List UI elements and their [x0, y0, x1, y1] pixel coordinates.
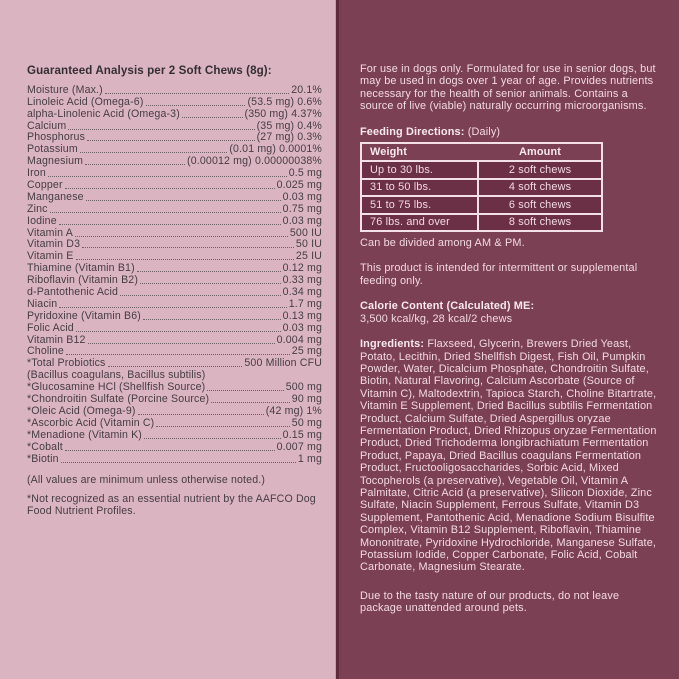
- dot-leader: [211, 402, 290, 403]
- nutrient-value: 90 mg: [291, 393, 322, 406]
- nutrient-value: 0.03 mg: [282, 190, 322, 203]
- nutrient-name: Zinc: [27, 202, 48, 215]
- minimum-values-note: (All values are minimum unless otherwise noted.): [27, 473, 266, 486]
- feeding-table-row: [362, 160, 601, 177]
- nutrient-name: *Ascorbic Acid (Vitamin C): [27, 416, 155, 429]
- dot-leader: [61, 462, 296, 463]
- dot-leader: [50, 212, 281, 213]
- analysis-row: [27, 250, 322, 262]
- ingredients-heading: Ingredients:: [360, 338, 425, 351]
- feeding-table-row: [362, 195, 601, 212]
- dot-leader: [68, 129, 254, 130]
- nutrient-name: d-Pantothenic Acid: [27, 286, 119, 299]
- nutrient-name: *Chondroitin Sulfate (Porcine Source): [27, 393, 210, 406]
- nutrient-name: Potassium: [27, 143, 78, 156]
- analysis-row: [27, 155, 322, 167]
- analysis-row: [27, 120, 322, 132]
- dot-leader: [182, 117, 243, 118]
- analysis-row: [27, 84, 322, 96]
- analysis-row: [27, 179, 322, 191]
- analysis-row: [27, 310, 322, 322]
- usage-panel: [336, 0, 679, 679]
- nutrient-name: *Glucosamine HCl (Shellfish Source): [27, 381, 206, 394]
- amount-cell: 8 soft chews: [479, 215, 601, 230]
- analysis-row: [27, 108, 322, 120]
- feeding-directions-heading: Feeding Directions:: [360, 125, 465, 138]
- nutrient-value: 20.1%: [291, 83, 322, 96]
- dot-leader: [144, 438, 281, 439]
- dot-leader: [146, 105, 246, 106]
- analysis-row: [27, 239, 322, 251]
- weight-cell: Up to 30 lbs.: [362, 162, 479, 177]
- amount-cell: 6 soft chews: [479, 197, 601, 212]
- analysis-row: [27, 334, 322, 346]
- nutrient-name: Folic Acid: [27, 321, 74, 334]
- nutrient-value: 0.03 mg: [282, 214, 322, 227]
- nutrient-name: Thiamine (Vitamin B1): [27, 262, 135, 275]
- analysis-row: [27, 381, 322, 393]
- nutrient-value: 25 IU: [295, 250, 322, 263]
- nutrient-value: 0.15 mg: [282, 428, 322, 441]
- nutrient-name: *Total Probiotics: [27, 357, 106, 370]
- nutrient-value: 1 mg: [297, 452, 322, 465]
- nutrient-name: Vitamin D3: [27, 238, 81, 251]
- dot-leader: [48, 176, 287, 177]
- dot-leader: [85, 164, 185, 165]
- dot-leader: [66, 354, 290, 355]
- analysis-row: [27, 215, 322, 227]
- nutrient-value: (27 mg) 0.3%: [256, 131, 322, 144]
- analysis-row: [27, 346, 322, 358]
- calorie-content-value: 3,500 kcal/kg, 28 kcal/2 chews: [360, 312, 513, 325]
- analysis-list: [27, 84, 322, 465]
- amount-cell: 4 soft chews: [479, 180, 601, 195]
- analysis-row: [27, 143, 322, 155]
- analysis-row: [27, 357, 322, 369]
- nutrient-value: 500 IU: [289, 226, 322, 239]
- dot-leader: [87, 140, 255, 141]
- weight-cell: 76 lbs. and over: [362, 215, 479, 230]
- dot-leader: [82, 247, 294, 248]
- analysis-row: [27, 191, 322, 203]
- analysis-row: [27, 96, 322, 108]
- nutrient-value: 0.12 mg: [282, 262, 322, 275]
- dot-leader: [105, 93, 289, 94]
- analysis-row: [27, 274, 322, 286]
- nutrient-name: Copper: [27, 179, 63, 192]
- analysis-row: [27, 405, 322, 417]
- feeding-table-header: [362, 144, 601, 160]
- weight-cell: 31 to 50 lbs.: [362, 180, 479, 195]
- probiotics-species: (Bacillus coagulans, Bacillus subtilis): [27, 369, 206, 382]
- nutrient-name: *Oleic Acid (Omega-9): [27, 404, 136, 417]
- dot-leader: [140, 283, 281, 284]
- nutrient-name: *Cobalt: [27, 440, 63, 453]
- analysis-row: [27, 203, 322, 215]
- nutrient-name: Riboflavin (Vitamin B2): [27, 274, 139, 287]
- nutrient-name: *Menadione (Vitamin K): [27, 428, 142, 441]
- package-warning: Due to the tasty nature of our products, do not leave package unattended around pets.: [360, 589, 620, 615]
- amount-column-header: Amount: [519, 146, 562, 159]
- aafco-note: *Not recognized as an essential nutrient by the AAFCO Dog Food Nutrient Profiles.: [27, 492, 316, 517]
- nutrient-name: Vitamin A: [27, 226, 73, 239]
- nutrient-value: (42 mg) 1%: [265, 404, 322, 417]
- nutrient-value: (0.01 mg) 0.0001%: [229, 143, 322, 156]
- dot-leader: [65, 450, 275, 451]
- analysis-row: [27, 441, 322, 453]
- nutrient-value: 0.34 mg: [282, 286, 322, 299]
- analysis-row: [27, 393, 322, 405]
- analysis-row: [27, 227, 322, 239]
- dot-leader: [75, 236, 288, 237]
- dot-leader: [138, 414, 264, 415]
- feeding-directions-heading-line: [360, 126, 663, 138]
- nutrient-value: 500 mg: [285, 381, 322, 394]
- nutrient-name: alpha-Linolenic Acid (Omega-3): [27, 107, 180, 120]
- analysis-row: [27, 429, 322, 441]
- analysis-row: [27, 417, 322, 429]
- dot-leader: [108, 366, 243, 367]
- nutrient-value: 1.7 mg: [288, 297, 322, 310]
- analysis-row: [27, 286, 322, 298]
- divide-note: Can be divided among AM & PM.: [360, 237, 525, 250]
- nutrient-name: Vitamin B12: [27, 333, 86, 346]
- dot-leader: [59, 224, 281, 225]
- calorie-content-heading: Calorie Content (Calculated) ME:: [360, 300, 535, 313]
- dot-leader: [76, 331, 281, 332]
- feeding-table-row: [362, 213, 601, 230]
- usage-intro: For use in dogs only. Formulated for use in senior dogs, but may be used in dogs over 1 year of age. Provides nutrients necessary for the health of senior animals. Contains a source of live (viable) naturally occurring microorganisms.: [360, 63, 656, 113]
- nutrient-value: 0.007 mg: [276, 440, 322, 453]
- nutrient-name: Pyridoxine (Vitamin B6): [27, 309, 141, 322]
- nutrient-value: 50 IU: [295, 238, 322, 251]
- nutrient-value: 0.33 mg: [282, 274, 322, 287]
- nutrient-value: 25 mg: [291, 345, 322, 358]
- dot-leader: [59, 307, 286, 308]
- ingredients-list: Flaxseed, Glycerin, Brewers Dried Yeast, Potato, Lecithin, Dried Shellfish Digest, Fish Oil, Pumpkin Powder, Water, Dicalcium Phosphate, Chondroitin Sulfate, Biotin, Natural Flavoring, Calcium Ascorbate (Source of Vitamin C), Maltodextrin, Tapioca Starch, Choline Bitartrate, Vitamin E Supplement, Dried Bacillus subtilis Fermentation Product, Calcium Sulfate, Dried Aspergillus oryzae Fermentation Product, Dried Rhizopus oryzae Fermentation Product, Dried Trichoderma longibrachiatum Fermentation Product, Papaya, Dried Bacillus coagulans Fermentation Product, Fructooligosaccharides, Sorbic Acid, Mixed Tocopherols (a preservative), Vegetable Oil, Vitamin A Palmitate, Citric Acid (a preservative), Silicon Dioxide, Zinc Sulfate, Niacin Supplement, Ferrous Sulfate, Vitamin D3 Supplement, Pantothenic Acid, Menadione Sodium Bisulfite Complex, Vitamin B12 Supplement, Riboflavin, Thiamine Mononitrate, Pyridoxine Hydrochloride, Manganese Sulfate, Potassium Iodide, Copper Carbonate, Folic Acid, Cobalt Carbonate, Magnesium Stearate.: [360, 338, 657, 574]
- analysis-row: [27, 262, 322, 274]
- dot-leader: [156, 426, 289, 427]
- dot-leader: [207, 390, 283, 391]
- nutrient-value: 50 mg: [291, 416, 322, 429]
- nutrient-value: (0.00012 mg) 0.00000038%: [187, 155, 322, 168]
- nutrient-name: Moisture (Max.): [27, 83, 103, 96]
- dot-leader: [80, 152, 228, 153]
- analysis-row: [27, 298, 322, 310]
- dot-leader: [120, 295, 281, 296]
- nutrient-name: Vitamin E: [27, 250, 74, 263]
- analysis-row: [27, 132, 322, 144]
- nutrient-value: (35 mg) 0.4%: [256, 119, 322, 132]
- dot-leader: [143, 319, 281, 320]
- nutrient-value: (350 mg) 4.37%: [244, 107, 322, 120]
- nutrient-value: (53.5 mg) 0.6%: [247, 95, 322, 108]
- nutrient-name: Phosphorus: [27, 131, 86, 144]
- nutrient-value: 0.004 mg: [276, 333, 322, 346]
- nutrient-name: Iodine: [27, 214, 57, 227]
- weight-column-header: Weight: [370, 146, 407, 159]
- dot-leader: [137, 271, 281, 272]
- nutrient-value: 0.025 mg: [276, 179, 322, 192]
- dot-leader: [65, 188, 275, 189]
- feeding-directions-frequency: (Daily): [467, 125, 501, 138]
- feeding-table: [360, 142, 603, 232]
- feeding-table-body: [362, 160, 601, 230]
- dot-leader: [88, 343, 275, 344]
- amount-cell: 2 soft chews: [479, 162, 601, 177]
- nutrient-name: Choline: [27, 345, 64, 358]
- analysis-row: [27, 322, 322, 334]
- guaranteed-analysis-title: Guaranteed Analysis per 2 Soft Chews (8g):: [27, 64, 272, 77]
- nutrient-value: 0.5 mg: [288, 167, 322, 180]
- nutrient-name: Magnesium: [27, 155, 84, 168]
- analysis-row: [27, 167, 322, 179]
- weight-cell: 51 to 75 lbs.: [362, 197, 479, 212]
- nutrient-value: 0.13 mg: [282, 309, 322, 322]
- dot-leader: [86, 200, 281, 201]
- dot-leader: [76, 259, 294, 260]
- feeding-table-row: [362, 178, 601, 195]
- nutrient-value: 500 Million CFU: [244, 357, 322, 370]
- guaranteed-analysis-panel: [0, 0, 336, 679]
- analysis-row: [27, 453, 322, 465]
- nutrient-name: Calcium: [27, 119, 67, 132]
- nutrient-name: Linoleic Acid (Omega-6): [27, 95, 144, 108]
- nutrient-name: Iron: [27, 167, 46, 180]
- intermittent-note: This product is intended for intermittent or supplemental feeding only.: [360, 262, 638, 287]
- nutrient-value: 0.03 mg: [282, 321, 322, 334]
- nutrient-name: Niacin: [27, 297, 58, 310]
- nutrient-name: *Biotin: [27, 452, 59, 465]
- nutrient-value: 0.75 mg: [282, 202, 322, 215]
- ingredients-paragraph: [360, 338, 663, 574]
- nutrient-name: Manganese: [27, 190, 84, 203]
